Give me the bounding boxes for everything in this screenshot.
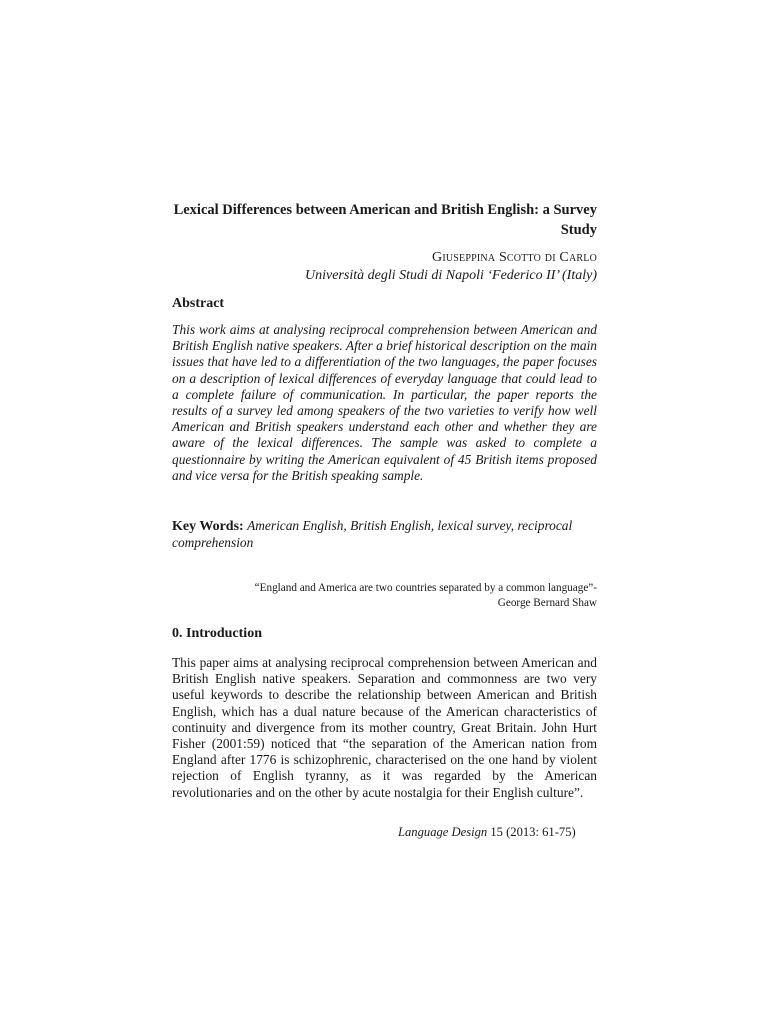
author-affiliation: Università degli Studi di Napoli ‘Federico II’ (Italy) (305, 268, 597, 283)
footer-citation: 15 (2013: 61-75) (490, 825, 576, 839)
paper-title: Lexical Differences between American and British English: a Survey Study (173, 202, 597, 238)
keywords-label: Key Words: (172, 519, 244, 534)
page-footer (398, 824, 576, 840)
section-heading: 0. Introduction (172, 626, 262, 641)
author-block (172, 249, 597, 285)
footer-journal: Language Design (398, 825, 488, 839)
epigraph-author: George Bernard Shaw (497, 597, 597, 609)
epigraph (172, 581, 597, 611)
abstract-heading: Abstract (172, 296, 225, 311)
keywords-text: American English, British English, lexical survey, reciprocal comprehension (172, 518, 573, 551)
abstract-text: This work aims at analysing reciprocal comprehension between American and British English native speakers. After a brief historical description on the main issues that have led to a differentiation of the two languages, the paper focuses on a description of lexical differences of everyday language that could lead to a complete failure of communication. In particular, the paper reports the results of a survey led among speakers of the two varieties to verify how well American and British speakers understand each other and whether they are aware of the lexical differences. The sample was asked to complete a questionnaire by writing the American equivalent of 45 British items proposed and vice versa for the British speaking sample. (172, 322, 597, 483)
introduction-text: This paper aims at analysing reciprocal comprehension between American and British English native speakers. Separation and commonness are two very useful keywords to describe the relationship between American and British English, which has a dual nature because of the American characteristics of continuity and divergence from its mother country, Great Britain. John Hurt Fisher (2001:59) noticed that “the separation of the American nation from England after 1776 is schizophrenic, characterised on the one hand by violent rejection of English tyranny, as it was regarded by the American revolutionaries and on the other by acute nostalgia for their English culture”. (172, 655, 597, 800)
epigraph-quote: “England and America are two countries separated by a common language”- (254, 582, 597, 594)
keywords (172, 518, 597, 551)
author-name: Giuseppina Scotto di Carlo (432, 250, 597, 265)
